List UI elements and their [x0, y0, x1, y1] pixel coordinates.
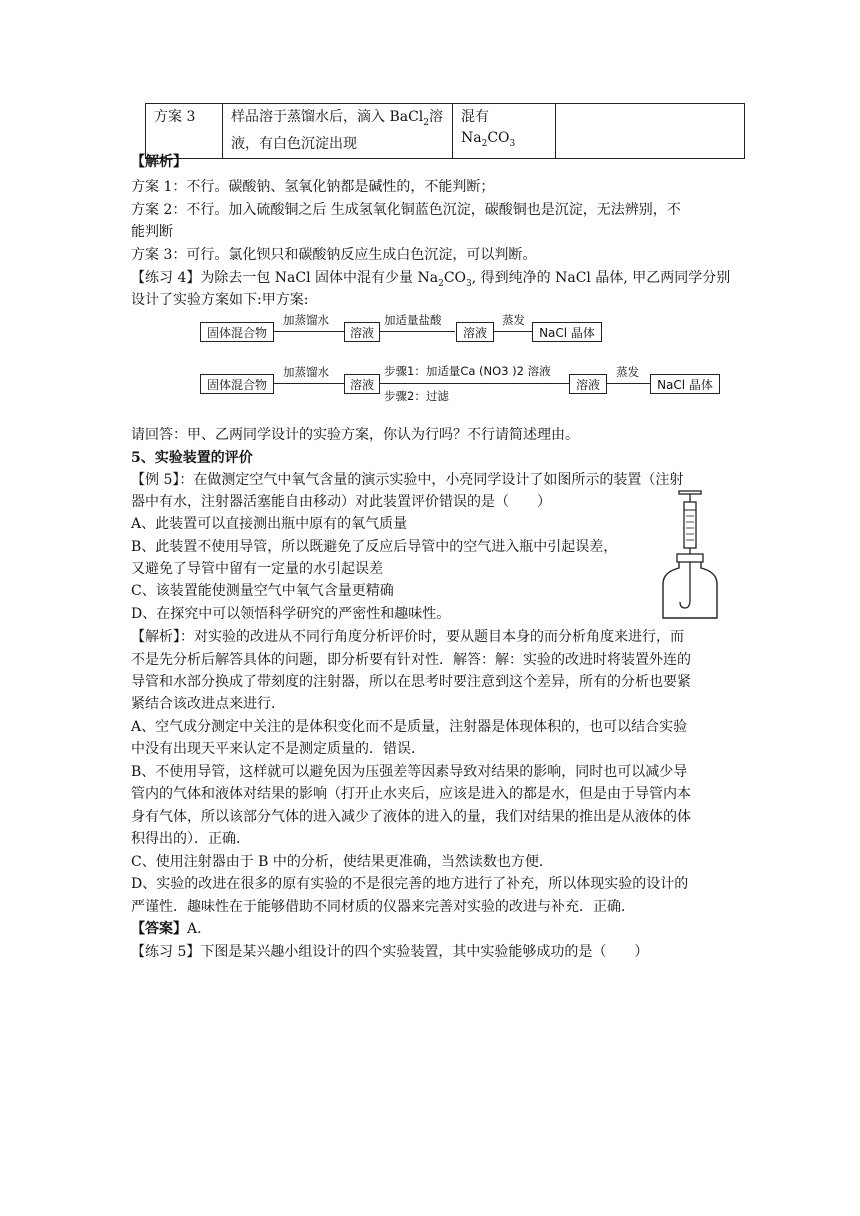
analysis-line: 方案 1：不行。碳酸钠、氢氧化钠都是碱性的，不能判断； — [131, 179, 495, 195]
analysis5-line: C、使用注射器由于 B 中的分析，使结果更准确，当然读数也方便． — [131, 854, 553, 870]
plan-table — [145, 103, 745, 159]
option-b: B、此装置不使用导管，所以既避免了反应后导管中的空气进入瓶中引起误差， — [131, 539, 618, 555]
exercise5-line: 【练习 5】下图是某兴趣小组设计的四个实验装置，其中实验能够成功的是（ ） — [131, 944, 649, 960]
analysis-line: 方案 2：不行。加入硫酸铜之后 生成氢氧化铜蓝色沉淀，碳酸铜也是沉淀，无法辨别，不 — [131, 202, 681, 218]
analysis5-line: 身有气体，所以该部分气体的进入减少了液体的进入的量，我们对结果的推出是从液体的体 — [131, 809, 691, 825]
flow-box-crystal: NaCl 晶体 — [650, 374, 720, 394]
analysis-heading: 【解析】 — [131, 154, 187, 170]
analysis5-line: 紧结合该改进点来进行． — [131, 696, 285, 712]
flow-arrow-label: 蒸发 — [616, 365, 639, 379]
flow-line — [273, 383, 344, 384]
analysis-line: 方案 3：可行。氯化钡只和碳酸钠反应生成白色沉淀，可以判断。 — [131, 247, 537, 263]
flow-arrow-label: 加蒸馏水 — [283, 313, 329, 327]
analysis5-line: 【解析】：对实验的改进从不同行角度分析评价时，要从题目本身的而分析角度来进行，而 — [131, 629, 684, 645]
flow-line — [273, 331, 344, 332]
empty-cell — [556, 104, 745, 159]
flow-line — [606, 383, 650, 384]
example5-line: 器中有水，注射器活塞能自由移动）对此装置评价错误的是（ ） — [131, 494, 551, 510]
flow-arrow-label: 加蒸馏水 — [283, 365, 329, 379]
analysis-line: 能判断 — [131, 224, 173, 240]
answer-value: A． — [187, 921, 212, 937]
syringe-bottle-figure — [655, 488, 725, 623]
option-c: C、该装置能使测量空气中氧气含量更精确 — [131, 583, 394, 599]
flow-arrow-label: 蒸发 — [502, 313, 525, 327]
flow-step2-label: 步骤2：过滤 — [384, 389, 449, 403]
result-cell: 混有 $Na_2CO_3$ — [453, 104, 556, 159]
exercise4-line2: 设计了实验方案如下:甲方案: — [131, 292, 309, 308]
flow-box-crystal: NaCl 晶体 — [532, 322, 602, 342]
analysis5-line: 中没有出现天平来认定不是测定质量的．错误． — [131, 741, 425, 757]
option-b-cont: 又避免了导管中留有一定量的水引起误差 — [131, 561, 383, 577]
example5-line: 【例 5】：在做测定空气中氧气含量的演示实验中，小亮同学设计了如图所示的装置（注射 — [131, 472, 684, 488]
flow-box-solution: 溶液 — [569, 374, 607, 394]
flow-step1-label: 步骤1：加适量Ca (NO3 )2 溶液 — [384, 364, 551, 378]
flow-arrow-label: 加适量盐酸 — [384, 313, 442, 327]
analysis5-line: 导管和水部分换成了带刻度的注射器，所以在思考时要注意到这个差异，所有的分析也要紧 — [131, 674, 691, 690]
flow-box-solution: 溶液 — [456, 322, 494, 342]
exercise4-line1: 【练习 4】为除去一包 NaCl 固体中混有少量 $Na_2CO_3$, 得到纯净的 NaCl 晶体, 甲乙两同学分别 — [131, 270, 731, 289]
analysis5-line: B、不使用导管，这样就可以避免因为压强差等因素导致对结果的影响，同时也可以减少导 — [131, 764, 688, 780]
analysis5-line: D、实验的改进在很多的原有实验的不是很完善的地方进行了补充，所以体现实验的设计的 — [131, 876, 689, 892]
answer-label: 【答案】 — [131, 921, 187, 937]
flow-box-mixture: 固体混合物 — [200, 322, 274, 342]
flow-line — [379, 383, 569, 384]
answer-line — [131, 919, 211, 940]
analysis5-line: 严谨性．趣味性在于能够借助不同材质的仪器来完善对实验的改进与补充．正确． — [131, 899, 635, 915]
flow-box-mixture: 固体混合物 — [200, 374, 274, 394]
table-row — [146, 104, 745, 159]
option-a: A、此装置可以直接测出瓶中原有的氧气质量 — [131, 516, 408, 532]
flow-line — [379, 331, 455, 332]
analysis5-line: 积得出的）．正确． — [131, 831, 250, 847]
analysis5-line: 管内的气体和液体对结果的影响（打开止水夹后，应该是进入的都是水，但是由于导管内本 — [131, 786, 691, 802]
analysis5-line: 不是先分析后解答具体的问题，即分析要有针对性．解答：解：实验的改进时将装置外连的 — [131, 652, 691, 668]
section-title: 5、实验装置的评价 — [131, 450, 253, 466]
method-cell: 样品溶于蒸馏水后，滴入 BaCl$_2$溶 液，有白色沉淀出现 — [223, 104, 453, 159]
flow-line — [493, 331, 532, 332]
exercise4-question: 请回答：甲、乙两同学设计的实验方案，你认为行吗？不行请简述理由。 — [131, 427, 579, 443]
option-d: D、在探究中可以领悟科学研究的严密性和趣味性。 — [131, 606, 451, 622]
flow-box-solution: 溶液 — [344, 322, 380, 342]
analysis5-line: A、空气成分测定中关注的是体积变化而不是质量，注射器是体现体积的，也可以结合实验 — [131, 719, 688, 735]
plan-label-cell: 方案 3 — [146, 104, 223, 159]
flow-box-solution: 溶液 — [344, 374, 380, 394]
